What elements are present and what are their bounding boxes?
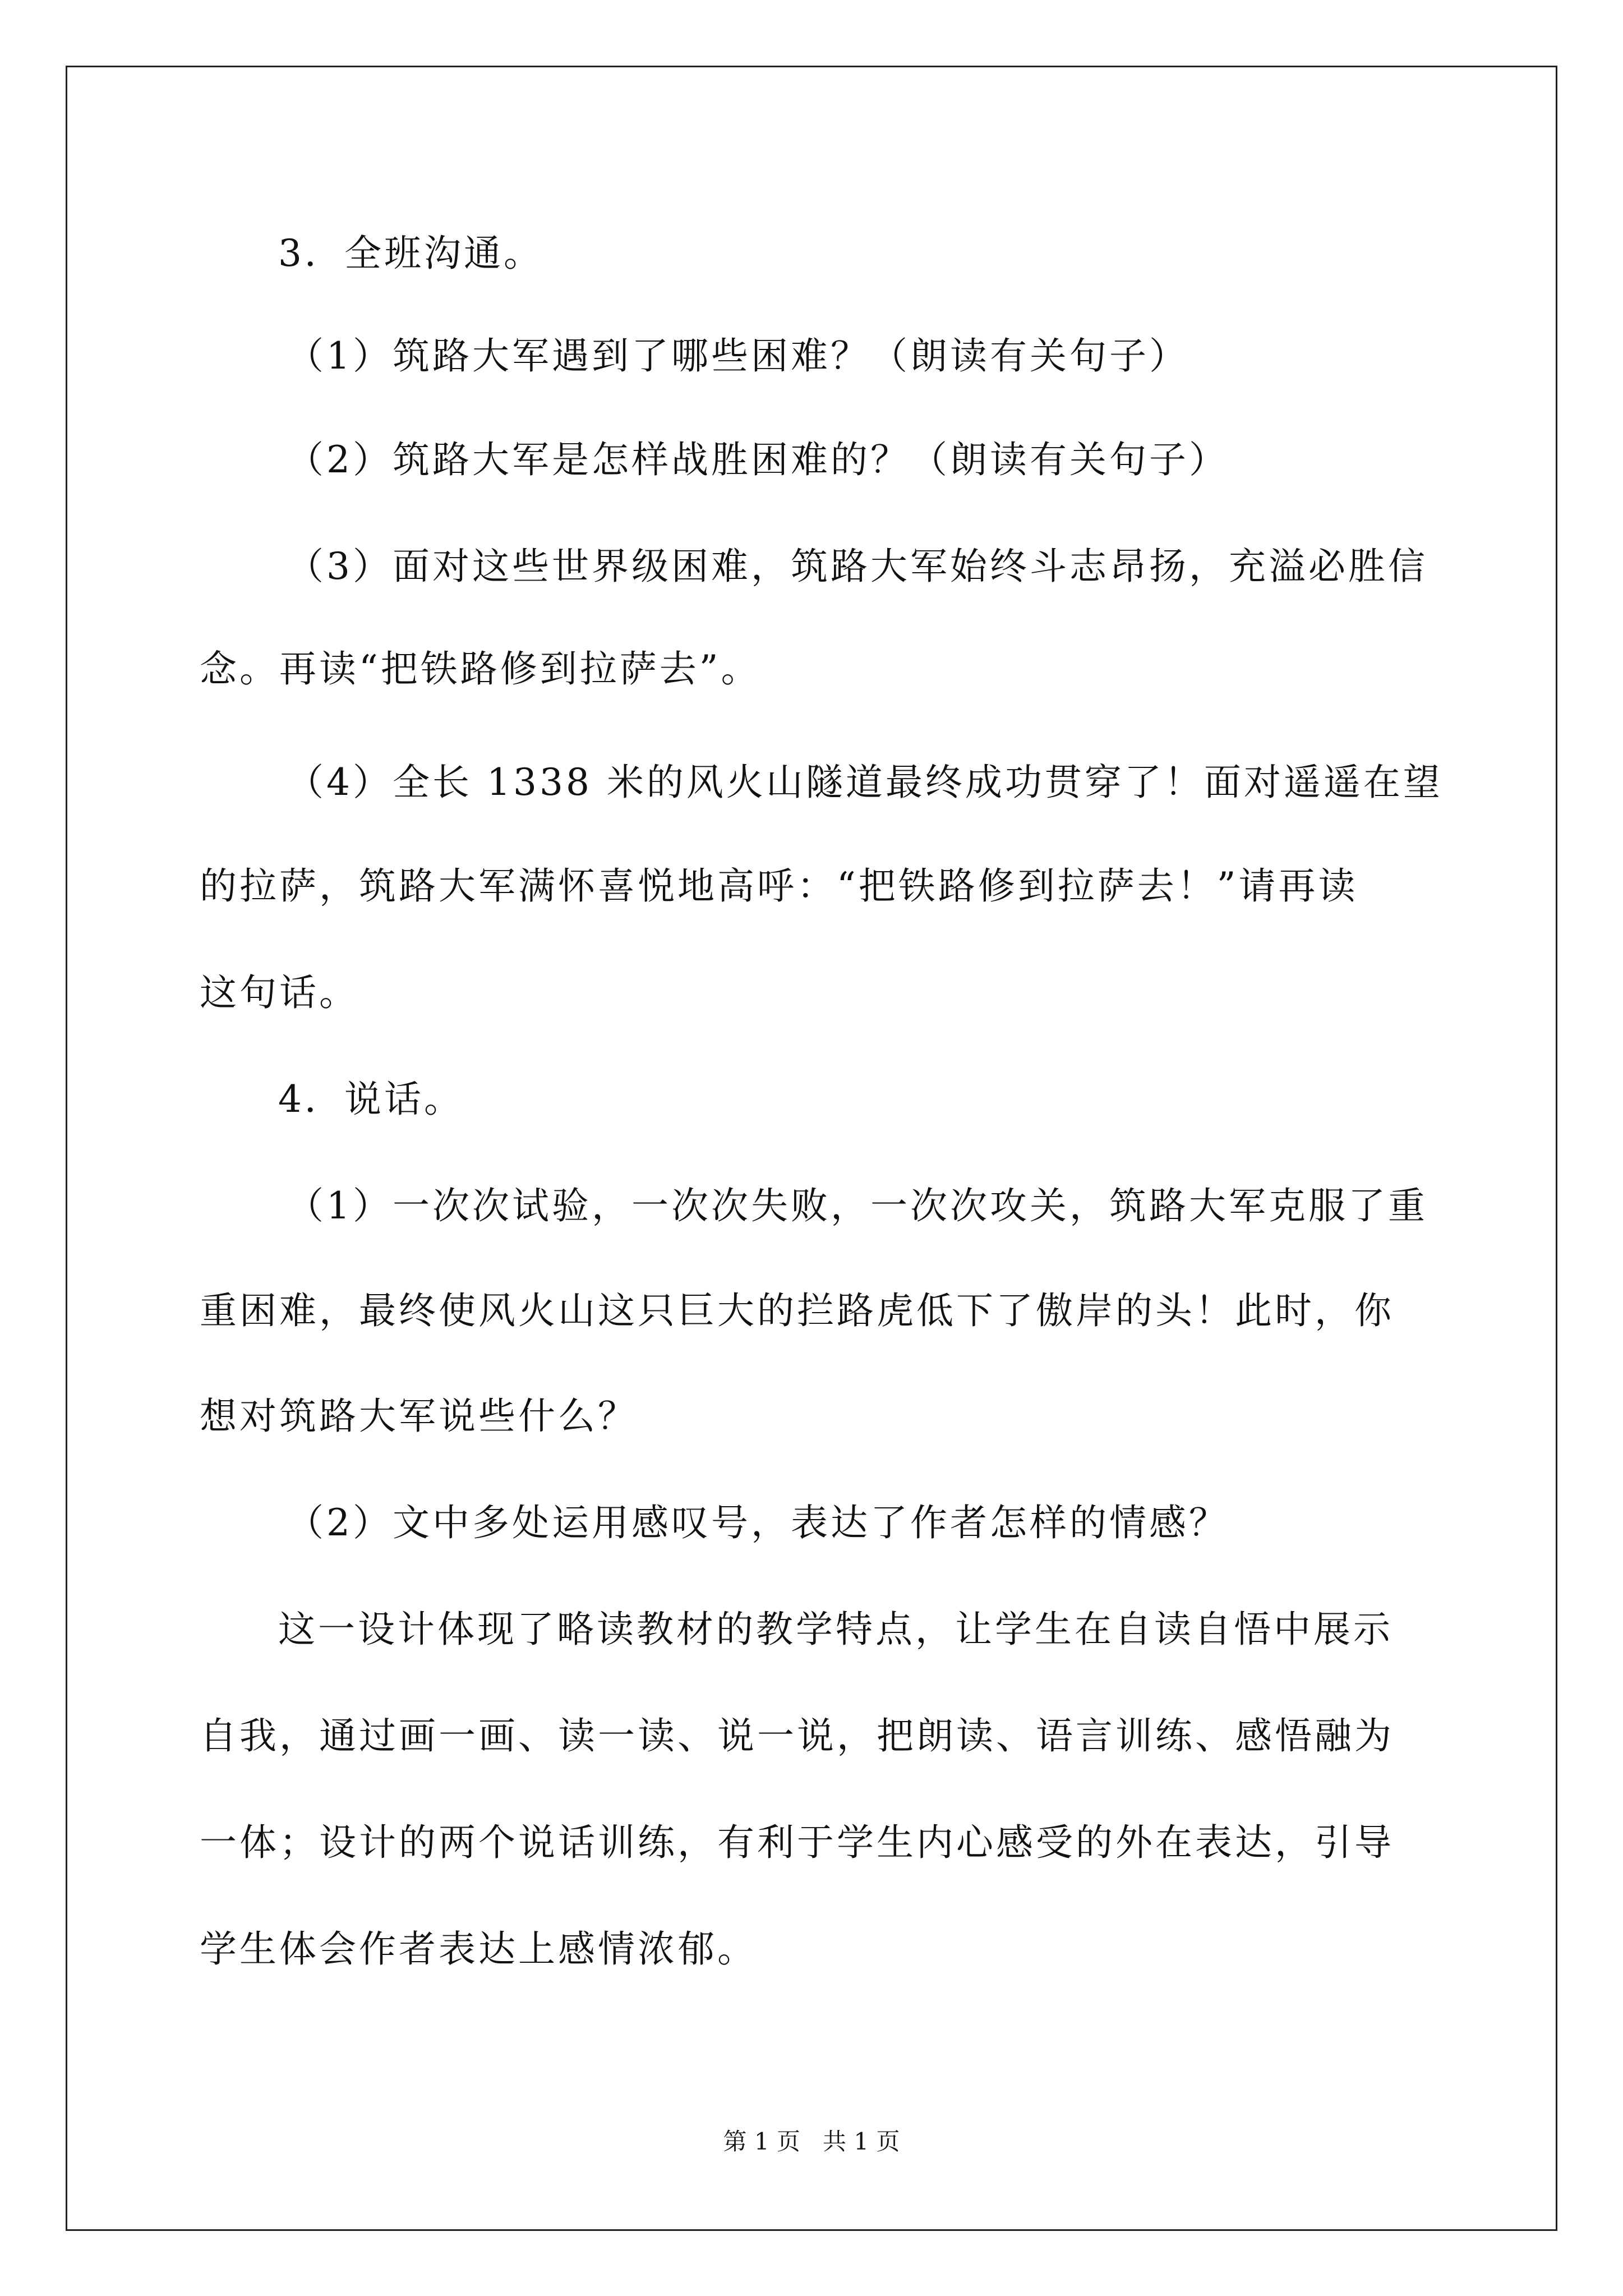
paragraph-line: （1）筑路大军遇到了哪些困难？（朗读有关句子） — [287, 334, 1189, 378]
page-number-footer: 第 1 页 共 1 页 — [723, 2128, 900, 2155]
paragraph-line: 这一设计体现了略读教材的教学特点，让学生在自读自悟中展示 — [278, 1608, 1393, 1651]
paragraph-line: 念。再读“把铁路修到拉萨去”。 — [200, 647, 761, 691]
paragraph-line: 学生体会作者表达上感情浓郁。 — [200, 1927, 757, 1971]
paragraph-line: （3）面对这些世界级困难，筑路大军始终斗志昂扬，充溢必胜信 — [287, 545, 1428, 588]
paragraph-line: 一体；设计的两个说话训练，有利于学生内心感受的外在表达，引导 — [200, 1821, 1394, 1864]
paragraph-line: 自我，通过画一画、读一读、说一说，把朗读、语言训练、感悟融为 — [200, 1714, 1394, 1757]
paragraph-line: 这句话。 — [200, 971, 359, 1014]
paragraph-line: （4）全长 1338 米的风火山隧道最终成功贯穿了！面对遥遥在望 — [287, 761, 1443, 804]
paragraph-line: （2）筑路大军是怎样战胜困难的？（朗读有关句子） — [287, 438, 1229, 481]
paragraph-line: 想对筑路大军说些什么？ — [200, 1395, 638, 1438]
paragraph-line: （1）一次次试验，一次次失败，一次次攻关，筑路大军克服了重 — [287, 1184, 1428, 1227]
paragraph-line: 重困难，最终使风火山这只巨大的拦路虎低下了傲岸的头！此时，你 — [200, 1289, 1394, 1332]
paragraph-line: （2）文中多处运用感叹号，表达了作者怎样的情感？ — [287, 1501, 1229, 1544]
page-border — [66, 66, 1557, 2231]
paragraph-heading-4: 4．说话。 — [278, 1078, 464, 1121]
paragraph-heading-3: 3．全班沟通。 — [278, 232, 543, 275]
paragraph-line: 的拉萨，筑路大军满怀喜悦地高呼：“把铁路修到拉萨去！”请再读 — [200, 864, 1358, 908]
